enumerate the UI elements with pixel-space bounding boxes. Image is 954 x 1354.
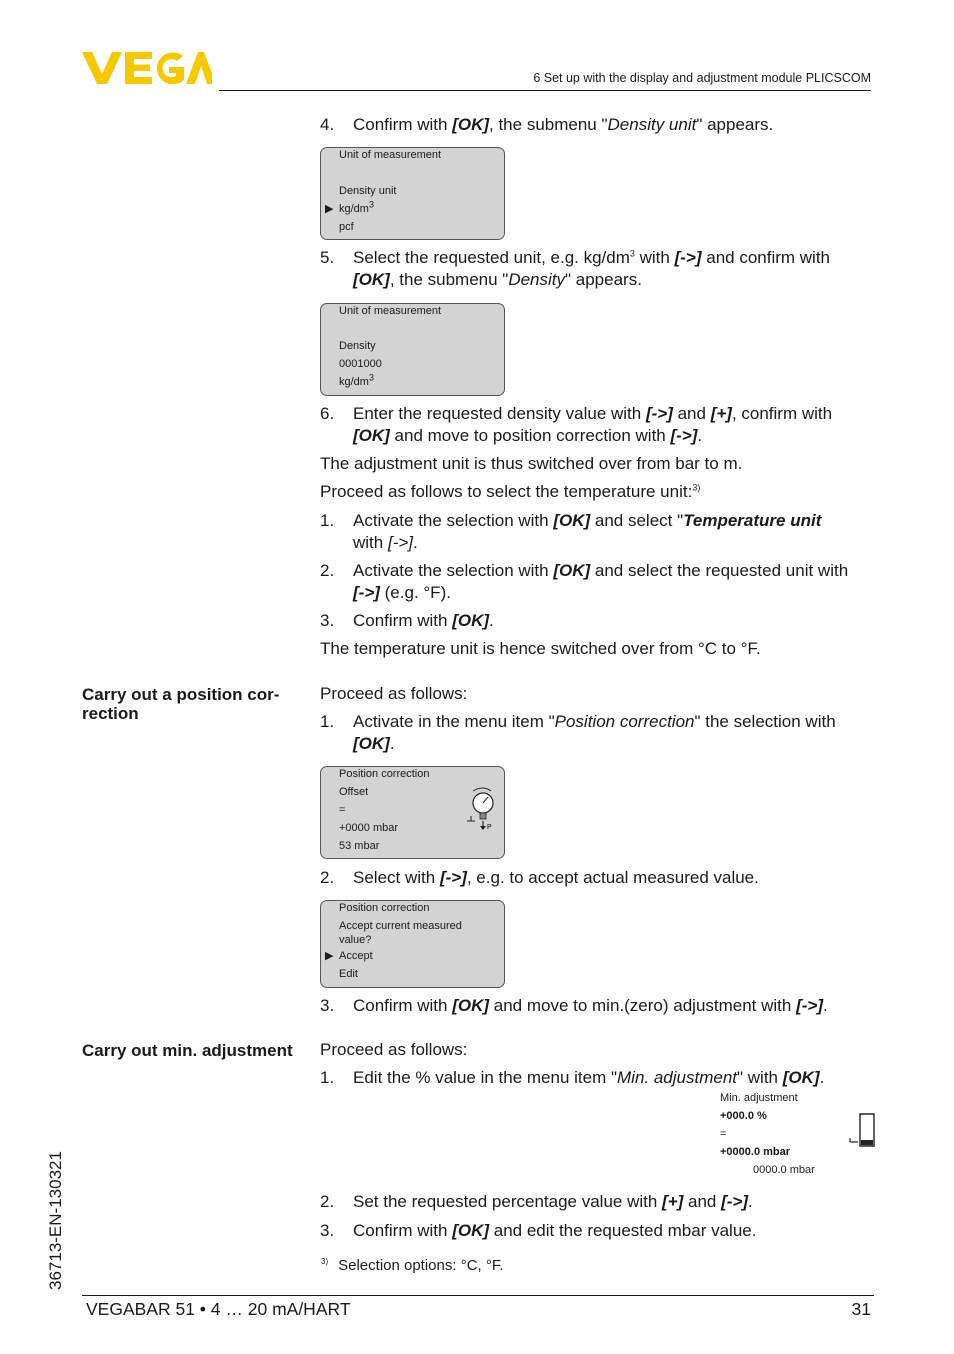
sidebar-heading-min: Carry out min. adjustment <box>82 1041 293 1060</box>
step-5-text-cont: [OK], the submenu "Density" appears. <box>353 270 642 289</box>
lcd-line: Offset <box>339 786 369 798</box>
lcd-line: +0000 mbar <box>339 822 399 834</box>
lcd-position-offset <box>320 766 505 859</box>
lcd-title: Unit of measurement <box>339 149 442 161</box>
paragraph: The adjustment unit is thus switched over from bar to m. <box>320 454 743 473</box>
min-step-3-text: Confirm with [OK] and edit the requested mbar value. <box>353 1221 757 1240</box>
sidebar-heading-position: Carry out a position cor- rection <box>82 685 280 723</box>
lcd-line: 53 mbar <box>339 840 380 852</box>
page-number: 31 <box>851 1299 871 1319</box>
minadj-line: +0000.0 mbar <box>720 1146 791 1158</box>
step-number: 3. <box>320 996 335 1015</box>
pressure-gauge-icon <box>463 785 499 833</box>
step-5-text: Select the requested unit, e.g. $kg/dm^3$ with [->] and confirm with <box>353 248 831 267</box>
position-step-1-text: Activate in the menu item "Position correction" the selection with <box>353 712 836 731</box>
step-number: 2. <box>320 1192 335 1211</box>
tank-level-icon <box>848 1112 878 1150</box>
footer-product: VEGABAR 51 • 4 … 20 mA/HART <box>86 1299 351 1319</box>
temp-step-2-text: Activate the selection with [OK] and select the requested unit with <box>353 561 849 580</box>
temp-step-1-text: Activate the selection with [OK] and select "Temperature unit <box>353 511 822 530</box>
step-number: 2. <box>320 868 335 887</box>
step-number: 2. <box>320 561 335 580</box>
lcd-density <box>320 303 505 396</box>
step-number: 4. <box>320 115 335 134</box>
temp-step-2-text-cont: [->] (e.g. °F). <box>353 583 451 602</box>
step-number: 3. <box>320 1221 335 1240</box>
paragraph: Proceed as follows: <box>320 1040 468 1059</box>
lcd-line: Density unit <box>339 185 397 197</box>
lcd-line: Edit <box>339 968 358 980</box>
step-6-text-cont: [OK] and move to position correction with [->]. <box>353 426 703 445</box>
step-number: 1. <box>320 712 335 731</box>
document-number: 36713-EN-130321 <box>46 1151 65 1290</box>
position-step-1-text-cont: [OK]. <box>353 734 395 753</box>
position-step-3-text: Confirm with [OK] and move to min.(zero) adjustment with [->]. <box>353 996 828 1015</box>
step-number: 6. <box>320 404 335 423</box>
min-step-1-text: Edit the % value in the menu item "Min. adjustment" with [OK]. <box>353 1068 825 1087</box>
paragraph: Proceed as follows: <box>320 684 468 703</box>
min-step-2-text: Set the requested percentage value with [+] and [->]. <box>353 1192 753 1211</box>
minadj-line: 0000.0 mbar <box>753 1164 815 1176</box>
temp-step-3-text: Confirm with [OK]. <box>353 611 494 630</box>
lcd-line: value? <box>339 934 372 946</box>
header-rule <box>219 90 871 91</box>
lcd-title: Position correction <box>339 902 430 914</box>
lcd-position-accept <box>320 900 505 988</box>
lcd-line: $kg/dm^3$ <box>339 372 374 388</box>
position-step-2-text: Select with [->], e.g. to accept actual measured value. <box>353 868 759 887</box>
step-4-text: Confirm with [OK], the submenu "Density unit" appears. <box>353 115 774 134</box>
lcd-line: pcf <box>339 221 354 233</box>
temp-step-1-text-cont: with [->]. <box>353 533 418 552</box>
step-number: 1. <box>320 511 335 530</box>
minadj-line: = <box>720 1128 727 1140</box>
selection-marker-icon: ▶ <box>325 950 334 962</box>
step-number: 5. <box>320 248 335 267</box>
lcd-line: Accept <box>339 950 373 962</box>
lcd-line: = <box>339 804 346 816</box>
minadj-line: +000.0 % <box>720 1110 767 1122</box>
footer-rule <box>82 1295 874 1296</box>
step-number: 3. <box>320 611 335 630</box>
paragraph: Proceed as follows to select the temperature unit:$^{3)}$ <box>320 482 701 501</box>
section-title: 6 Set up with the display and adjustment module PLICSCOM <box>533 71 871 85</box>
lcd-title: Position correction <box>339 768 430 780</box>
lcd-line: Accept current measured <box>339 920 462 932</box>
paragraph: The temperature unit is hence switched over from °C to °F. <box>320 639 761 658</box>
step-6-text: Enter the requested density value with [->] and [+], confirm with <box>353 404 833 423</box>
lcd-line: 0001000 <box>339 358 382 370</box>
lcd-title: Unit of measurement <box>339 305 442 317</box>
lcd-line: $kg/dm^3$ <box>339 199 374 215</box>
lcd-line: Density <box>339 340 376 352</box>
gauge-label: P <box>487 824 492 831</box>
minadj-title: Min. adjustment <box>720 1092 798 1104</box>
vega-logo <box>82 52 212 84</box>
footnote: $^{3)}$ Selection options: °C, °F. <box>321 1257 504 1274</box>
selection-marker-icon: ▶ <box>325 203 334 215</box>
step-number: 1. <box>320 1068 335 1087</box>
lcd-density-unit <box>320 147 505 240</box>
